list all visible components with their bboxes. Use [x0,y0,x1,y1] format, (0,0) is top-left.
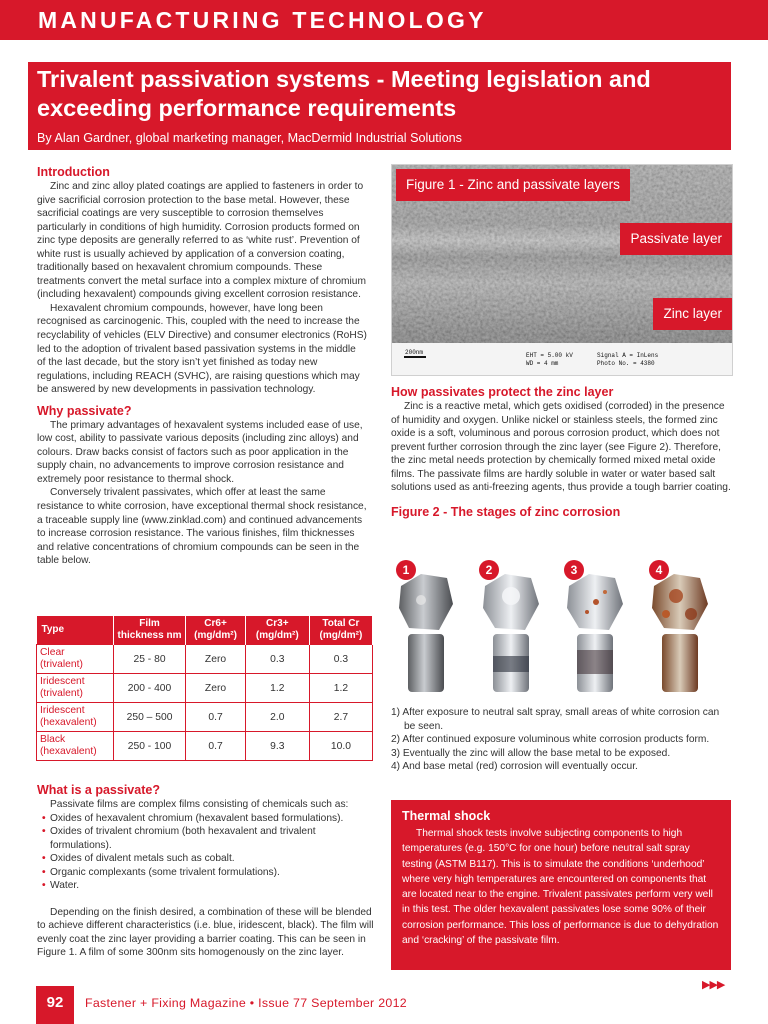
figure-2-bolt-photos [391,556,731,706]
passivate-paragraph-2: Depending on the finish desired, a combination of these will be blended to achieve different characteristics (i.e. blue, iridescent, black). The film will evenly coat the zinc layer providing a barrier coating. This can be seen in Figure 1. A film of some 300nm sits homogenously on the zinc layer. [37,906,374,959]
protect-heading: How passivates protect the zinc layer [391,385,614,399]
list-item: 2) After continued exposure voluminous white corrosion products form. [391,734,710,745]
wd-readout: WD = 4 mm [526,360,559,367]
article-title: Trivalent passivation systems - Meeting legislation and exceeding performance requirements [37,66,651,121]
table-row: Black (hexavalent) 250 - 100 0.7 9.3 10.0 [37,732,373,761]
stage-badge-1: 1 [396,560,416,580]
photo-number-readout: Photo No. = 4380 [597,360,655,367]
what-is-passivate-section [37,782,377,960]
list-item: 4) And base metal (red) corrosion will eventually occur. [391,761,638,772]
table-row: Iridescent (hexavalent) 250 – 500 0.7 2.0 2.7 [37,703,373,732]
figure-2-captions [391,706,733,774]
introduction-paragraph-2: Hexavalent chromium compounds, however, have long been recognised as carcinogenic. This, coupled with the need to increase the recyclability of vehicles (ELV Directive) and consumer electronics (RoHS) led to the adoption of trivalent based passivation systems in the middle of the last decade, but the story isn’t yet finished as today new regulations, including REACH (SVHC), are raising questions which may be answered by new developments in passivation technology. [37,302,367,396]
passivate-bullet-list [37,812,377,893]
introduction-heading: Introduction [37,165,110,179]
signal-readout: Signal A = InLens [597,352,659,359]
what-is-passivate-heading: What is a passivate? [37,783,160,797]
chromium-table [36,616,373,761]
list-item: • Oxides of trivalent chromium (both hexavalent and trivalent formulations). [42,826,316,851]
table-header-cr3: Cr3+ (mg/dm²) [245,616,309,645]
bolts-image [391,556,731,706]
stage-badge-4: 4 [649,560,669,580]
why-passivate-paragraph-2: Conversely trivalent passivates, which offer at least the same resistance to white corrosion, have exceptional thermal shock resistance, a traceable supply line (www.zinklad.com) and continued advancements to increase corrosion resistance. The various finishes, film thicknesses and relative concentrations of chromium compounds can be seen in the table below. [37,487,367,567]
protect-paragraph: Zinc is a reactive metal, which gets oxidised (corroded) in the presence of humidity and oxygen. Unlike nickel or stainless steels, the formed zinc oxide is a soft, voluminous and porous corrosion product, which does not prevent further corrosion through the zinc layer (see Figure 2). Therefore, the zinc metal needs protection by chemically formed mixed metal oxide films. The passivate films are hardly soluble in water or water based salt solutions used as anti-freezing agents, thus provide a tough barrier coating. [391,401,731,494]
list-item: 1) After exposure to neutral salt spray, small areas of white corrosion can be seen. [391,707,720,732]
figure-1-title: Figure 1 - Zinc and passivate layers [396,169,630,201]
section-label: MANUFACTURING TECHNOLOGY [38,7,487,33]
protect-section [391,384,733,520]
introduction-paragraph-1: Zinc and zinc alloy plated coatings are applied to fasteners in order to give sacrificial corrosion protection to the base metal. However, these sacrificial coatings are very susceptible to corrosion themselves particularly in conditions of high humidity. Corrosion products formed on zinc type deposits are generally referred to as ‘white rust’. Prevention of white rust is usually achieved by application of a conversion coating, traditionally based on hexavalent chromium compounds. These treatments convert the metal surface into a complex mixture of chromium (including hexavalent) compounds giving excellent corrosion resistance. [37,181,366,301]
table-header-cr6: Cr6+ (mg/dm²) [186,616,246,645]
footer-publication: Fastener + Fixing Magazine • Issue 77 September 2012 [85,996,407,1010]
table-header-row [37,616,373,645]
table-row: Clear (trivalent) 25 - 80 Zero 0.3 0.3 [37,645,373,674]
table-header-film: Film thickness nm [113,616,186,645]
stage-badge-2: 2 [479,560,499,580]
table-header-type: Type [37,616,114,645]
list-item: • Organic complexants (some trivalent formulations). [42,866,280,878]
eht-readout: EHT = 5.00 kV [526,352,573,359]
why-passivate-paragraph-1: The primary advantages of hexavalent systems included ease of use, low cost, ability to passivate various deposits (including zinc alloys) and colours. Draw backs consist of factors such as poor application in the supply chain, no advancements to improve corrosion resistance and extremely poor resistance to thermal shock. [37,419,363,485]
table-row: Iridescent (trivalent) 200 - 400 Zero 1.2 1.2 [37,674,373,703]
figure-2-title: Figure 2 - The stages of zinc corrosion [391,504,621,519]
bolt-stage-4 [652,574,708,692]
table-header-total: Total Cr (mg/dm²) [309,616,372,645]
zinc-layer-label: Zinc layer [653,298,732,330]
article-byline: By Alan Gardner, global marketing manager, MacDermid Industrial Solutions [37,131,462,145]
thermal-shock-heading: Thermal shock [402,809,491,823]
why-passivate-heading: Why passivate? [37,403,132,418]
left-column [37,164,367,568]
passivate-layer-label: Passivate layer [620,223,732,255]
figure-1-micrograph [391,164,733,376]
bolt-stage-3 [567,574,623,692]
page-number: 92 [46,994,64,1011]
continue-arrows-icon: ▶▶▶ [702,979,725,991]
list-item: • Oxides of divalent metals such as cobalt. [42,853,235,865]
bolt-stage-2 [483,574,539,692]
scale-bar-label: 200nm [405,349,424,356]
list-item: 3) Eventually the zinc will allow the base metal to be exposed. [391,747,671,759]
bolt-stage-1 [399,574,453,692]
list-item: • Water. [42,880,80,892]
list-item: • Oxides of hexavalent chromium (hexavalent based formulations). [42,812,344,824]
thermal-shock-text: Thermal shock tests involve subjecting components to high temperatures (e.g. 150°C for one hour) before neutral salt spray testing (ASTM B117). This is to simulate the conditions ‘underhood’ where very high temperatures are encountered on components that are located near to the engine. Trivalent passivates perform very well in this test. The older hexavalent passivates lose some 90% of their corrosion performance. This loss of performance is due to dehydration and ‘cracking’ of the passivate film. [402,828,719,946]
passivate-intro: Passivate films are complex films consisting of chemicals such as: [50,799,349,810]
stage-badge-3: 3 [564,560,584,580]
